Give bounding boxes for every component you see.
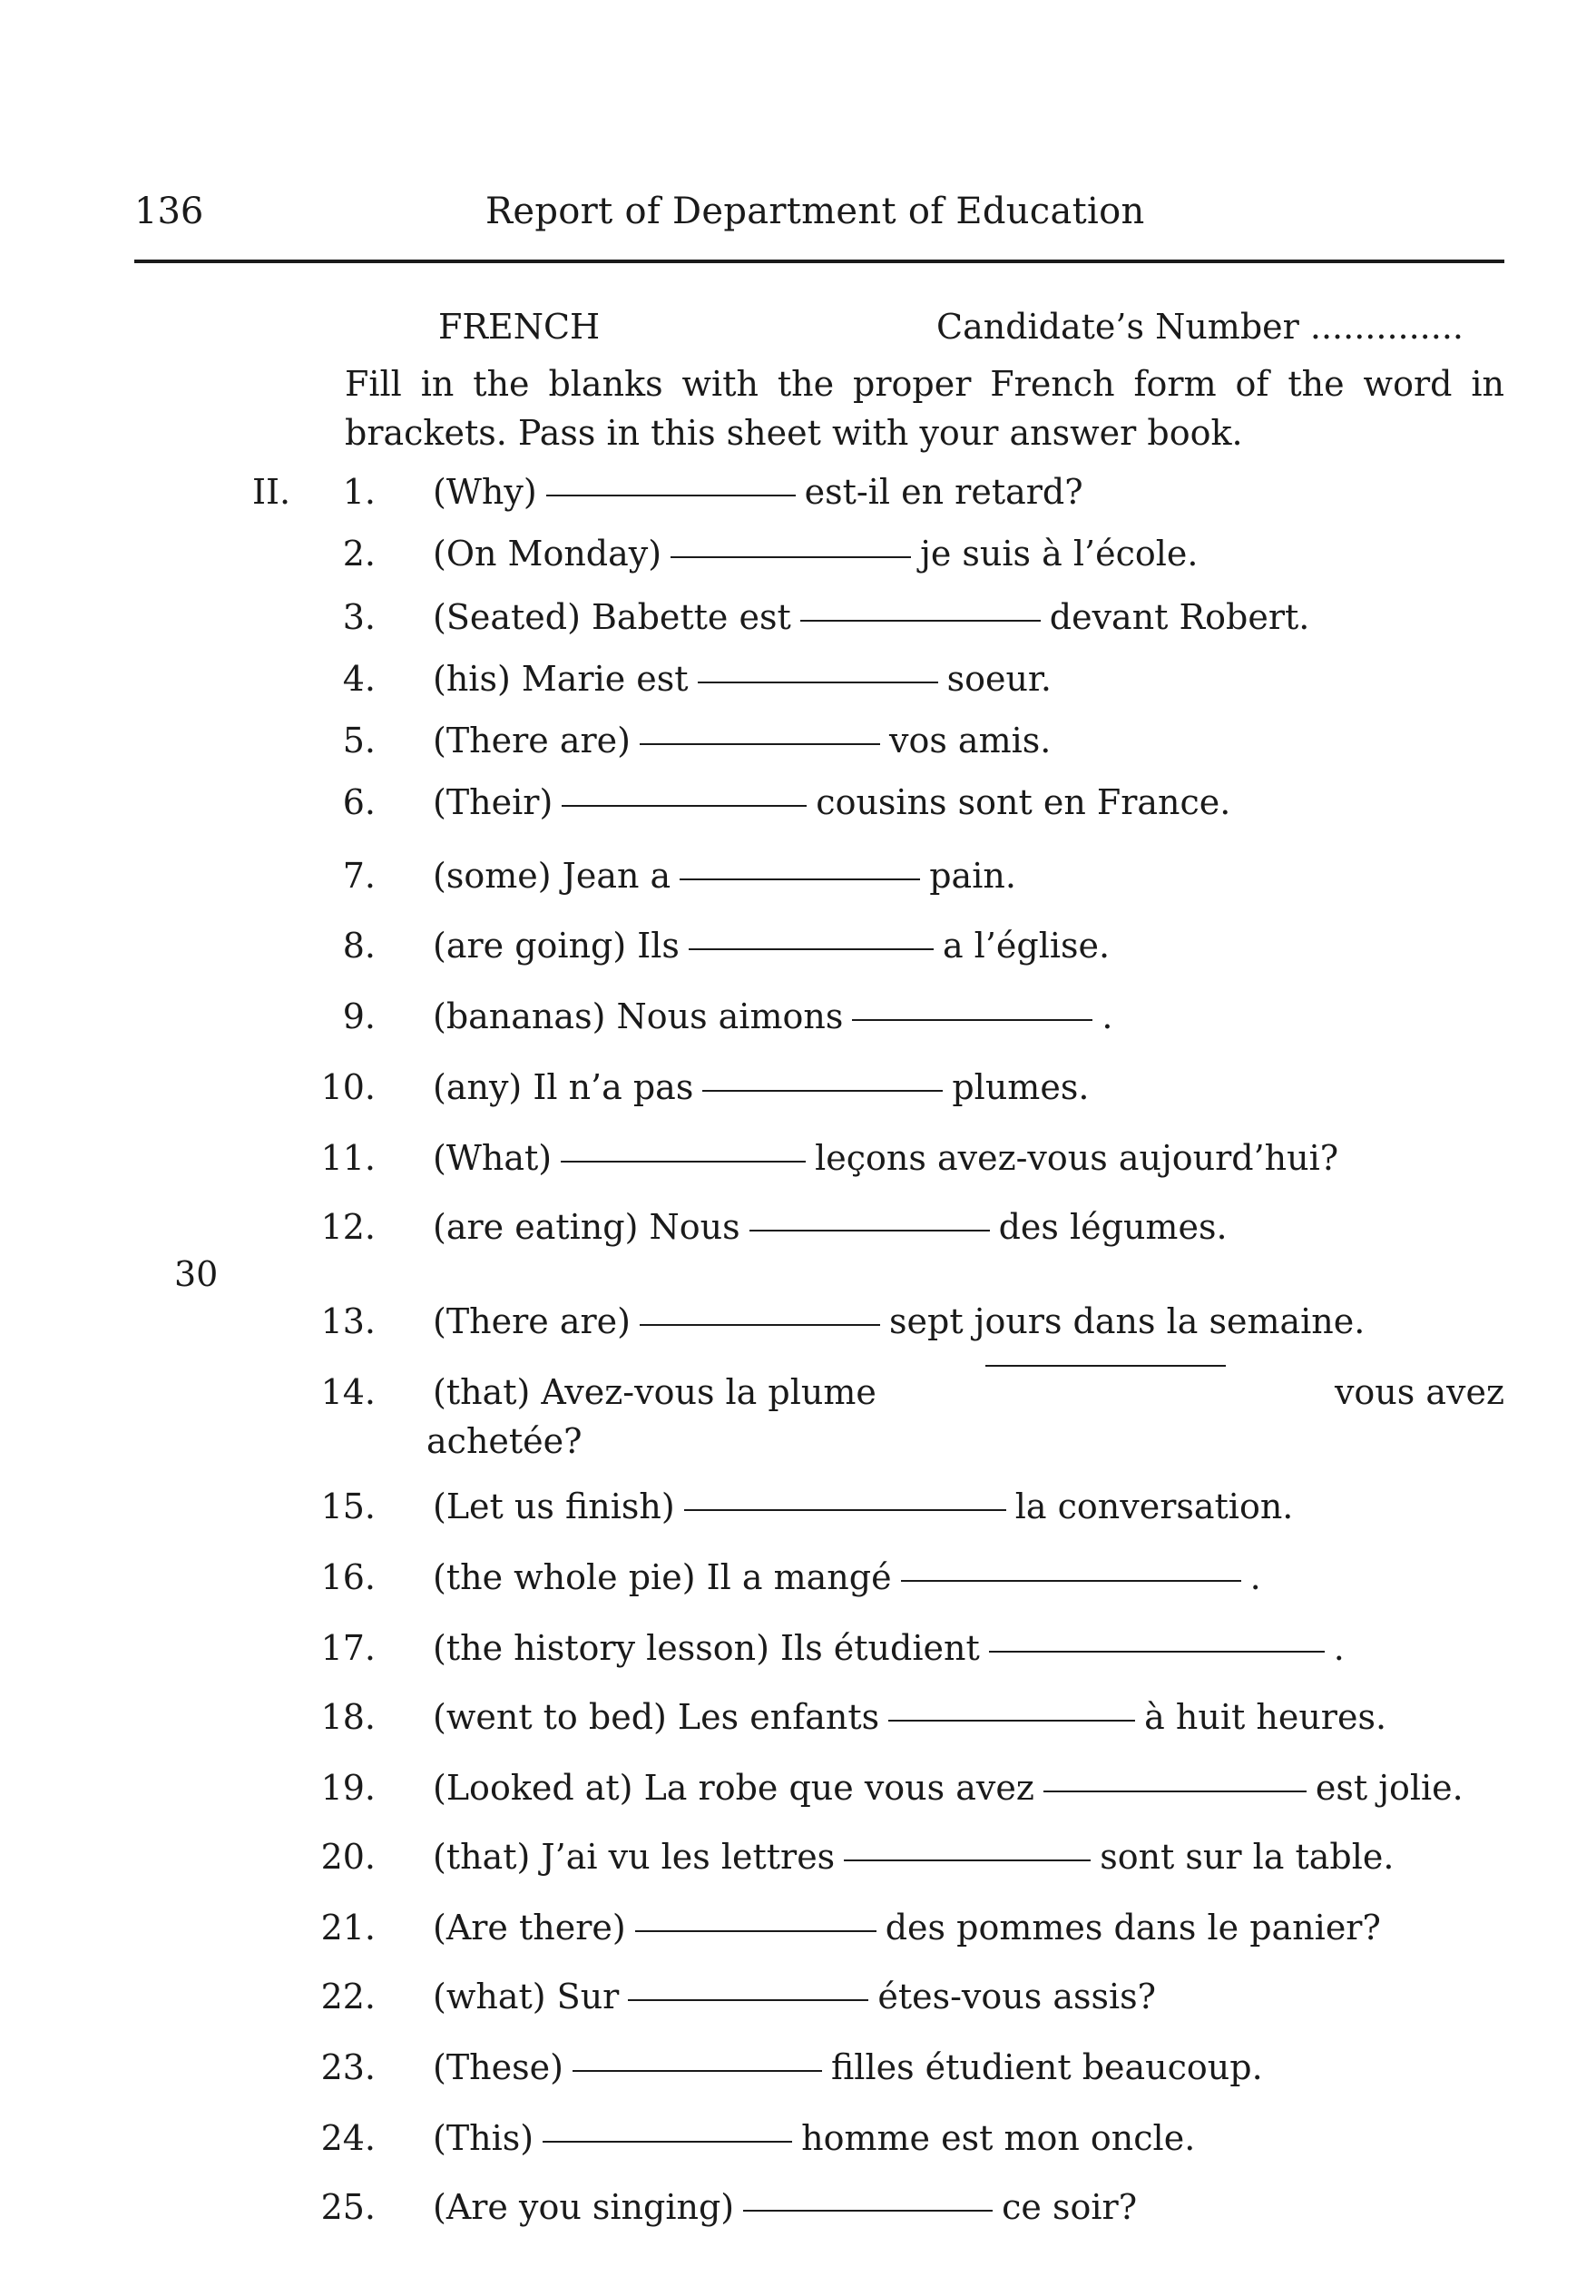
item-prompt: (Seated) Babette est (433, 597, 791, 637)
item-prompt: (that) Avez-vous la plume (433, 1372, 876, 1412)
item-number: 24. (320, 2118, 376, 2158)
exercise-item (0, 775, 1596, 829)
answer-blank (844, 1859, 1091, 1861)
item-number: 16. (320, 1557, 376, 1597)
item-continuation: je suis à l’école. (920, 534, 1199, 574)
item-number: 12. (320, 1207, 376, 1247)
item-continuation: à huit heures. (1144, 1697, 1387, 1737)
running-head: Report of Department of Education (485, 191, 1145, 232)
item-sentence (433, 1550, 1261, 1604)
item-prompt: (his) Marie est (433, 659, 689, 699)
exercise-item (0, 652, 1596, 706)
item-prompt: (are eating) Nous (433, 1207, 740, 1247)
exercise-item (0, 1900, 1596, 1955)
item-sentence (433, 1131, 1338, 1185)
item-number: 17. (320, 1628, 376, 1668)
answer-blank (680, 878, 920, 880)
exercise-item (0, 2040, 1596, 2095)
item-continuation: ce soir? (1002, 2187, 1138, 2227)
item-number: 9. (342, 996, 376, 1036)
item-number: 3. (342, 597, 376, 637)
instructions: Fill in the blanks with the proper French form of the word in brackets. Pass in this sheet with your answer book. (345, 364, 1504, 453)
item-sentence (433, 1830, 1394, 1884)
item-prompt: (There are) (433, 1301, 631, 1341)
item-sentence (433, 1060, 1089, 1114)
item-number: 4. (342, 659, 376, 699)
score-marker: 30 (174, 1254, 219, 1294)
exercise-item (0, 1969, 1596, 2024)
exercise-item (0, 1479, 1596, 1534)
exercise-item (0, 590, 1596, 644)
item-number: 18. (320, 1697, 376, 1737)
exercise-item (0, 713, 1596, 768)
exercise-item (0, 1830, 1596, 1884)
answer-blank (573, 2070, 822, 2072)
item-prompt: (Why) (433, 472, 537, 512)
item-prompt: (Are you singing) (433, 2187, 735, 2227)
item-continuation: étes-vous assis? (877, 1977, 1156, 2016)
item-number: 15. (320, 1487, 376, 1526)
exercise-item (0, 989, 1596, 1044)
item-prompt: (On Monday) (433, 534, 662, 574)
answer-blank (702, 1090, 943, 1092)
item-prompt: (what) Sur (433, 1977, 620, 2016)
item-prompt: (What) (433, 1138, 553, 1178)
item-continuation: des pommes dans le panier? (885, 1908, 1381, 1948)
item-continuation: la conversation. (1014, 1487, 1294, 1526)
answer-blank (689, 948, 934, 950)
header-rule (134, 260, 1504, 263)
item-sentence (433, 849, 1016, 903)
item-prompt: (There are) (433, 721, 631, 760)
item-number: 21. (320, 1908, 376, 1948)
item-number: 22. (320, 1977, 376, 2016)
item-prompt: (This) (433, 2118, 534, 2158)
item-prompt: (that) J’ai vu les lettres (433, 1837, 836, 1877)
item-prompt: (bananas) Nous aimons (433, 996, 844, 1036)
item-number: 14. (320, 1372, 376, 1412)
item-prompt: (are going) Ils (433, 926, 680, 966)
exercise-item (0, 1131, 1596, 1185)
item-sentence (433, 775, 1230, 829)
item-number: 11. (320, 1138, 376, 1178)
item-continuation: vous avez (1334, 1372, 1504, 1412)
item-number: 10. (320, 1067, 376, 1107)
exercise-item (0, 1060, 1596, 1114)
answer-blank (543, 2141, 792, 2143)
item-sentence (433, 1761, 1464, 1815)
item-sentence (433, 652, 1052, 706)
exercise-item (0, 1365, 1596, 1461)
item-sentence (433, 1690, 1386, 1744)
answer-blank (671, 556, 911, 558)
item-continuation: sept jours dans la semaine. (889, 1301, 1366, 1341)
item-continuation: sont sur la table. (1100, 1837, 1395, 1877)
exercise-item (0, 1294, 1596, 1349)
answer-blank (888, 1720, 1135, 1722)
answer-blank (640, 743, 880, 745)
answer-blank (698, 682, 938, 683)
item-continuation: vos amis. (889, 721, 1052, 760)
item-continuation: . (1102, 996, 1113, 1036)
exercise-item (0, 2180, 1596, 2234)
exercise-item (0, 849, 1596, 903)
item-sentence (433, 1969, 1156, 2024)
item-sentence (433, 1479, 1293, 1534)
item-number: 2. (342, 534, 376, 574)
item-prompt: (Are there) (433, 1908, 626, 1948)
answer-blank (852, 1019, 1092, 1021)
answer-blank (546, 495, 796, 496)
item-number: 8. (342, 926, 376, 966)
item-sentence (433, 1294, 1365, 1349)
item-prompt: (any) Il n’a pas (433, 1067, 694, 1107)
item-prompt: (These) (433, 2047, 563, 2087)
answer-blank (901, 1580, 1241, 1582)
item-sentence (433, 2111, 1195, 2165)
item-sentence (433, 1365, 1504, 1419)
question-roman-numeral: II. (252, 472, 291, 512)
item-number: 23. (320, 2047, 376, 2087)
item-sentence (433, 1200, 1228, 1254)
item-sentence (433, 713, 1051, 768)
item-continuation: des légumes. (998, 1207, 1228, 1247)
answer-blank (800, 620, 1041, 622)
item-continuation: est-il en retard? (804, 472, 1083, 512)
answer-blank (985, 1365, 1226, 1367)
exercise-item (0, 465, 1596, 519)
item-sentence (433, 465, 1083, 519)
item-number: 5. (342, 721, 376, 760)
item-continuation: . (1249, 1557, 1261, 1597)
item-prompt: (the whole pie) Il a mangé (433, 1557, 892, 1597)
item-number: 1. (342, 472, 376, 512)
page-number: 136 (134, 191, 204, 232)
item-prompt: (Let us finish) (433, 1487, 675, 1526)
item-number: 6. (342, 782, 376, 822)
item-continuation: plumes. (952, 1067, 1090, 1107)
answer-blank (749, 1230, 990, 1231)
answer-blank (562, 805, 807, 807)
item-continuation: leçons avez-vous aujourd’hui? (815, 1138, 1339, 1178)
item-sentence (433, 918, 1110, 973)
section-title: FRENCH (438, 307, 601, 347)
item-sentence (433, 590, 1309, 644)
item-number: 20. (320, 1837, 376, 1877)
item-prompt: (Their) (433, 782, 553, 822)
answer-blank (743, 2210, 993, 2212)
item-continuation-line: achetée? (426, 1421, 583, 1461)
item-number: 19. (320, 1768, 376, 1808)
exercise-item (0, 918, 1596, 973)
item-continuation: devant Robert. (1049, 597, 1310, 637)
exercise-item (0, 2111, 1596, 2165)
item-prompt: (Looked at) La robe que vous avez (433, 1768, 1034, 1808)
item-sentence (433, 2040, 1263, 2095)
item-sentence (433, 989, 1112, 1044)
item-number: 7. (342, 856, 376, 896)
answer-blank (684, 1509, 1006, 1511)
exercise-item (0, 1621, 1596, 1675)
item-continuation: a l’église. (942, 926, 1111, 966)
item-sentence (433, 1900, 1381, 1955)
exercise-item (0, 1200, 1596, 1254)
item-number: 13. (320, 1301, 376, 1341)
exercise-item (0, 1550, 1596, 1604)
answer-blank (635, 1930, 876, 1932)
answer-blank (1043, 1791, 1307, 1792)
item-continuation: cousins sont en France. (816, 782, 1231, 822)
answer-blank (628, 1999, 868, 2001)
item-continuation: pain. (929, 856, 1016, 896)
item-prompt: (some) Jean a (433, 856, 671, 896)
answer-blank (989, 1651, 1325, 1653)
item-sentence (433, 526, 1198, 581)
item-prompt: (the history lesson) Ils étudient (433, 1628, 980, 1668)
item-sentence (433, 2180, 1137, 2234)
exercise-item (0, 1761, 1596, 1815)
item-number: 25. (320, 2187, 376, 2227)
item-sentence (433, 1621, 1345, 1675)
answer-blank (640, 1324, 880, 1326)
item-prompt: (went to bed) Les enfants (433, 1697, 880, 1737)
item-continuation: filles étudient beaucoup. (830, 2047, 1263, 2087)
item-continuation: homme est mon oncle. (801, 2118, 1196, 2158)
candidate-number-label: Candidate’s Number .............. (936, 307, 1464, 347)
answer-blank (561, 1161, 806, 1163)
exercise-item (0, 526, 1596, 581)
item-continuation: soeur. (946, 659, 1052, 699)
item-continuation: est jolie. (1315, 1768, 1464, 1808)
item-continuation: . (1333, 1628, 1345, 1668)
exercise-item (0, 1690, 1596, 1744)
